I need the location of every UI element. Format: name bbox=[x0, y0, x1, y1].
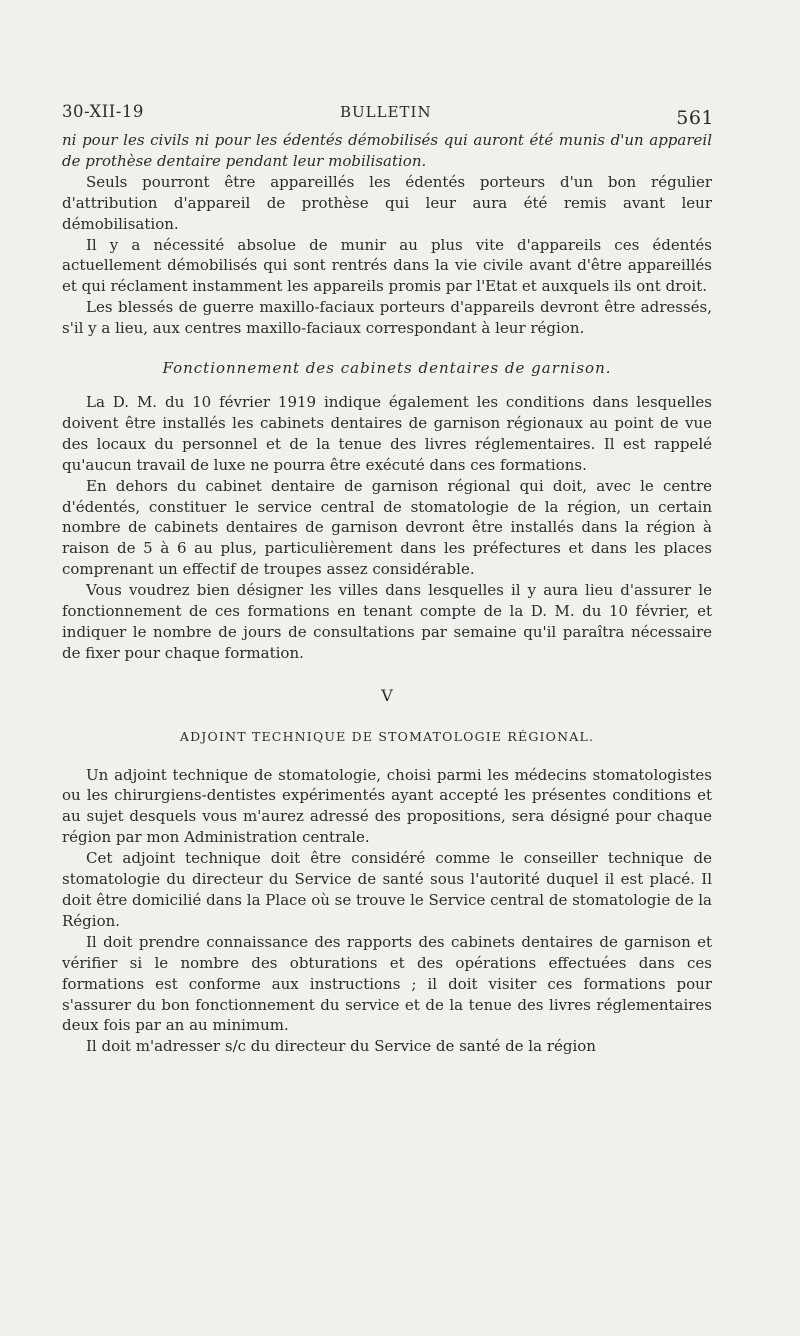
paragraph: Les blessés de guerre maxillo-faciaux porteurs d'appareils devront être adressés, s'il y a lieu, aux centres maxillo-faciaux correspondant à leur région. bbox=[62, 298, 712, 338]
paragraph: Seuls pourront être appareillés les édentés porteurs d'un bon régulier d'attribution d'appareil de prothèse qui leur aura été remis avant leur démobilisation. bbox=[62, 172, 712, 233]
paragraph: En dehors du cabinet dentaire de garnison régional qui doit, avec le centre d'édentés, constituer le service central de stomatologie de la région, un certain nombre de cabinets dentaires de garnison devront être installés dans la région à raison de 5 à 6 au plus, particulièrement dans les préfectures et dans les places comprenant un effectif de troupes assez considérable. bbox=[62, 476, 712, 579]
header-title: BULLETIN bbox=[340, 103, 432, 121]
paragraph: La D. M. du 10 février 1919 indique également les conditions dans lesquelles doivent être installés les cabinets dentaires de garnison régionaux au point de vue des locaux du personnel et de la tenue des livres réglementaires. Il est rappelé qu'aucun travail de luxe ne pourra être exécuté dans ces formations. bbox=[62, 392, 712, 474]
header-date: 30-XII-19 bbox=[62, 102, 144, 121]
paragraph: Vous voudrez bien désigner les villes dans lesquelles il y aura lieu d'assurer le fonctionnement de ces formations en tenant compte de la D. M. du 10 février, et indiquer le nombre de jours de consultations par semaine qu'il paraîtra nécessaire de fixer pour chaque formation. bbox=[62, 581, 712, 662]
paragraph: Il doit prendre connaissance des rapports des cabinets dentaires de garnison et vérifier si le nombre des obturations et des opérations effectuées dans ces formations est conforme aux instructions ; il doit visiter ces formations pour s'assurer du bon fonctionnement du service et de la tenue des livres réglementaires deux fois par an au minimum. bbox=[62, 932, 712, 1035]
paragraph: Il doit m'adresser s/c du directeur du Service de santé de la région bbox=[86, 1037, 596, 1056]
section-title: ADJOINT TECHNIQUE DE STOMATOLOGIE RÉGIONAL. bbox=[179, 728, 595, 744]
page-number: 561 bbox=[676, 107, 714, 129]
section-number: V bbox=[381, 685, 393, 705]
paragraph: Il y a nécessité absolue de munir au plus vite d'appareils ces édentés actuellement démobilisés qui sont rentrés dans la vie civile avant d'être appareillés et qui réclament instamment les appareils promis par l'Etat et auxquels ils ont droit. bbox=[62, 235, 712, 296]
running-header bbox=[62, 100, 712, 130]
document-page bbox=[62, 100, 712, 1057]
paragraph-continuation: ni pour les civils ni pour les édentés démobilisés qui auront été munis d'un appareil de prothèse dentaire pendant leur mobilisation. bbox=[62, 131, 712, 170]
section-subheading: Fonctionnement des cabinets dentaires de garnison. bbox=[162, 359, 612, 378]
paragraph: Un adjoint technique de stomatologie, choisi parmi les médecins stomatologistes ou les chirurgiens-dentistes expérimentés ayant accepté les présentes conditions et au sujet desquels vous m'aurez adressé des propositions, sera désigné pour chaque région par mon Administration centrale. bbox=[62, 765, 712, 847]
paragraph: Cet adjoint technique doit être considéré comme le conseiller technique de stomatologie du directeur du Service de santé sous l'autorité duquel il est placé. Il doit être domicilié dans la Place où se trouve le Service central de stomatologie de la Région. bbox=[62, 849, 712, 930]
